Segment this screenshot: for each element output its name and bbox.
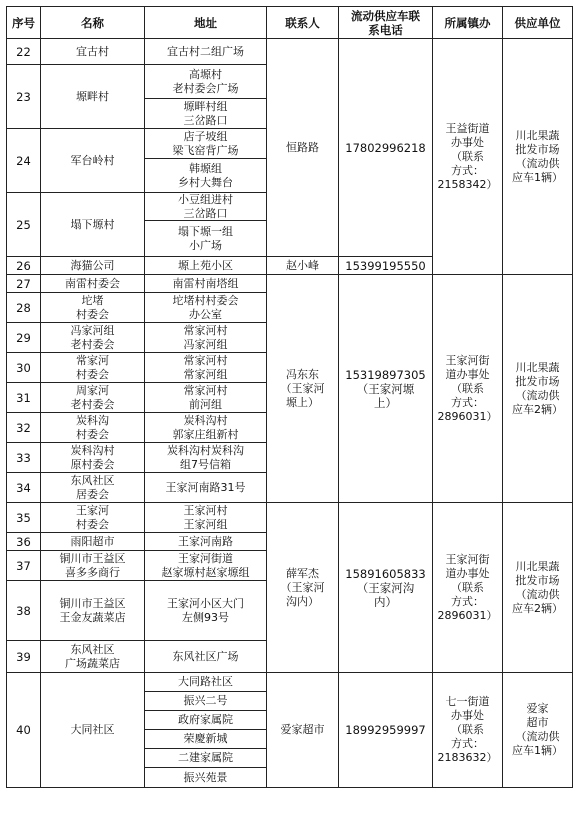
contact-person: 薛军杰 （王家河 沟内） <box>266 502 339 673</box>
row-address: 常家河村 常家河组 <box>144 352 267 383</box>
row-name: 塌下塬村 <box>40 192 145 257</box>
row-index: 39 <box>6 640 41 673</box>
row-address: 韩塬组 乡村大舞台 <box>144 158 267 193</box>
row-index: 26 <box>6 256 41 275</box>
contact-phone: 17802996218 <box>338 38 433 257</box>
row-name: 海猫公司 <box>40 256 145 275</box>
town-office: 七一街道 办事处 （联系 方式： 2183632） <box>432 672 503 788</box>
row-name: 常家河 村委会 <box>40 352 145 383</box>
row-name: 东风社区 居委会 <box>40 472 145 503</box>
header-contact: 联系人 <box>266 6 339 39</box>
supply-unit: 爱家 超市 （流动供 应车1辆） <box>502 672 573 788</box>
row-index: 40 <box>6 672 41 788</box>
town-office: 王家河街 道办事处 （联系 方式： 2896031） <box>432 274 503 503</box>
row-address: 王家河南路 <box>144 532 267 551</box>
row-address: 荣慶新城 <box>144 729 267 749</box>
town-office: 王益街道 办事处 （联系 方式： 2158342） <box>432 38 503 275</box>
row-name: 王家河 村委会 <box>40 502 145 533</box>
row-name: 军台岭村 <box>40 128 145 193</box>
row-index: 33 <box>6 442 41 473</box>
supply-unit: 川北果蔬 批发市场 （流动供 应车2辆） <box>502 502 573 673</box>
supply-unit: 川北果蔬 批发市场 （流动供 应车2辆） <box>502 274 573 503</box>
contact-phone: 15891605833 （王家河沟 内） <box>338 502 433 673</box>
row-address: 王家河小区大门 左侧93号 <box>144 580 267 641</box>
row-address: 常家河村 前河组 <box>144 382 267 413</box>
header-address: 地址 <box>144 6 267 39</box>
row-address: 二建家属院 <box>144 748 267 768</box>
row-name: 周家河 老村委会 <box>40 382 145 413</box>
row-index: 30 <box>6 352 41 383</box>
row-address: 店子坡组 梁飞窑背广场 <box>144 128 267 159</box>
row-address: 塬上苑小区 <box>144 256 267 275</box>
row-index: 37 <box>6 550 41 581</box>
row-address: 坨堵村村委会 办公室 <box>144 292 267 323</box>
row-address: 炭科沟村炭科沟 组7号信箱 <box>144 442 267 473</box>
row-name: 南雷村委会 <box>40 274 145 293</box>
row-name: 宜古村 <box>40 38 145 65</box>
row-index: 29 <box>6 322 41 353</box>
row-index: 34 <box>6 472 41 503</box>
header-town: 所属镇办 <box>432 6 503 39</box>
contact-phone: 15399195550 <box>338 256 433 275</box>
row-name: 铜川市王益区 王金友蔬菜店 <box>40 580 145 641</box>
row-name: 炭科沟村 原村委会 <box>40 442 145 473</box>
contact-phone: 15319897305 （王家河塬 上） <box>338 274 433 503</box>
row-address: 炭科沟村 郭家庄组新村 <box>144 412 267 443</box>
row-index: 25 <box>6 192 41 257</box>
header-supplier: 供应单位 <box>502 6 573 39</box>
row-name: 冯家河组 老村委会 <box>40 322 145 353</box>
row-address: 振兴苑景 <box>144 767 267 788</box>
row-name: 坨堵 村委会 <box>40 292 145 323</box>
contact-person: 恒路路 <box>266 38 339 257</box>
row-name: 大同社区 <box>40 672 145 788</box>
row-address: 南雷村南塔组 <box>144 274 267 293</box>
header-name: 名称 <box>40 6 145 39</box>
row-address: 塌下塬一组 小广场 <box>144 220 267 257</box>
row-name: 炭科沟 村委会 <box>40 412 145 443</box>
header-index: 序号 <box>6 6 41 39</box>
row-name: 东风社区 广场蔬菜店 <box>40 640 145 673</box>
row-address: 振兴二号 <box>144 691 267 711</box>
row-address: 宜古村二组广场 <box>144 38 267 65</box>
row-address: 王家河南路31号 <box>144 472 267 503</box>
row-index: 28 <box>6 292 41 323</box>
town-office: 王家河街 道办事处 （联系 方式： 2896031） <box>432 502 503 673</box>
row-index: 31 <box>6 382 41 413</box>
row-index: 24 <box>6 128 41 193</box>
supply-points-table <box>6 6 572 820</box>
row-address: 东风社区广场 <box>144 640 267 673</box>
row-index: 27 <box>6 274 41 293</box>
supply-unit: 川北果蔬 批发市场 （流动供 应车1辆） <box>502 38 573 275</box>
row-index: 23 <box>6 64 41 129</box>
contact-person: 赵小峰 <box>266 256 339 275</box>
row-index: 36 <box>6 532 41 551</box>
row-address: 大同路社区 <box>144 672 267 692</box>
row-index: 32 <box>6 412 41 443</box>
row-address: 小豆组进村 三岔路口 <box>144 192 267 221</box>
header-phone: 流动供应车联 系电话 <box>338 6 433 39</box>
row-address: 常家河村 冯家河组 <box>144 322 267 353</box>
contact-person: 冯东东 （王家河 塬上） <box>266 274 339 503</box>
row-address: 高塬村 老村委会广场 <box>144 64 267 99</box>
row-name: 雨阳超市 <box>40 532 145 551</box>
row-address: 王家河村 王家河组 <box>144 502 267 533</box>
contact-phone: 18992959997 <box>338 672 433 788</box>
row-index: 38 <box>6 580 41 641</box>
row-address: 王家河街道 赵家塬村赵家塬组 <box>144 550 267 581</box>
row-name: 铜川市王益区 喜多多商行 <box>40 550 145 581</box>
row-name: 塬畔村 <box>40 64 145 129</box>
row-index: 22 <box>6 38 41 65</box>
contact-person: 爱家超市 <box>266 672 339 788</box>
row-index: 35 <box>6 502 41 533</box>
row-address: 政府家属院 <box>144 710 267 730</box>
row-address: 塬畔村组 三岔路口 <box>144 98 267 129</box>
